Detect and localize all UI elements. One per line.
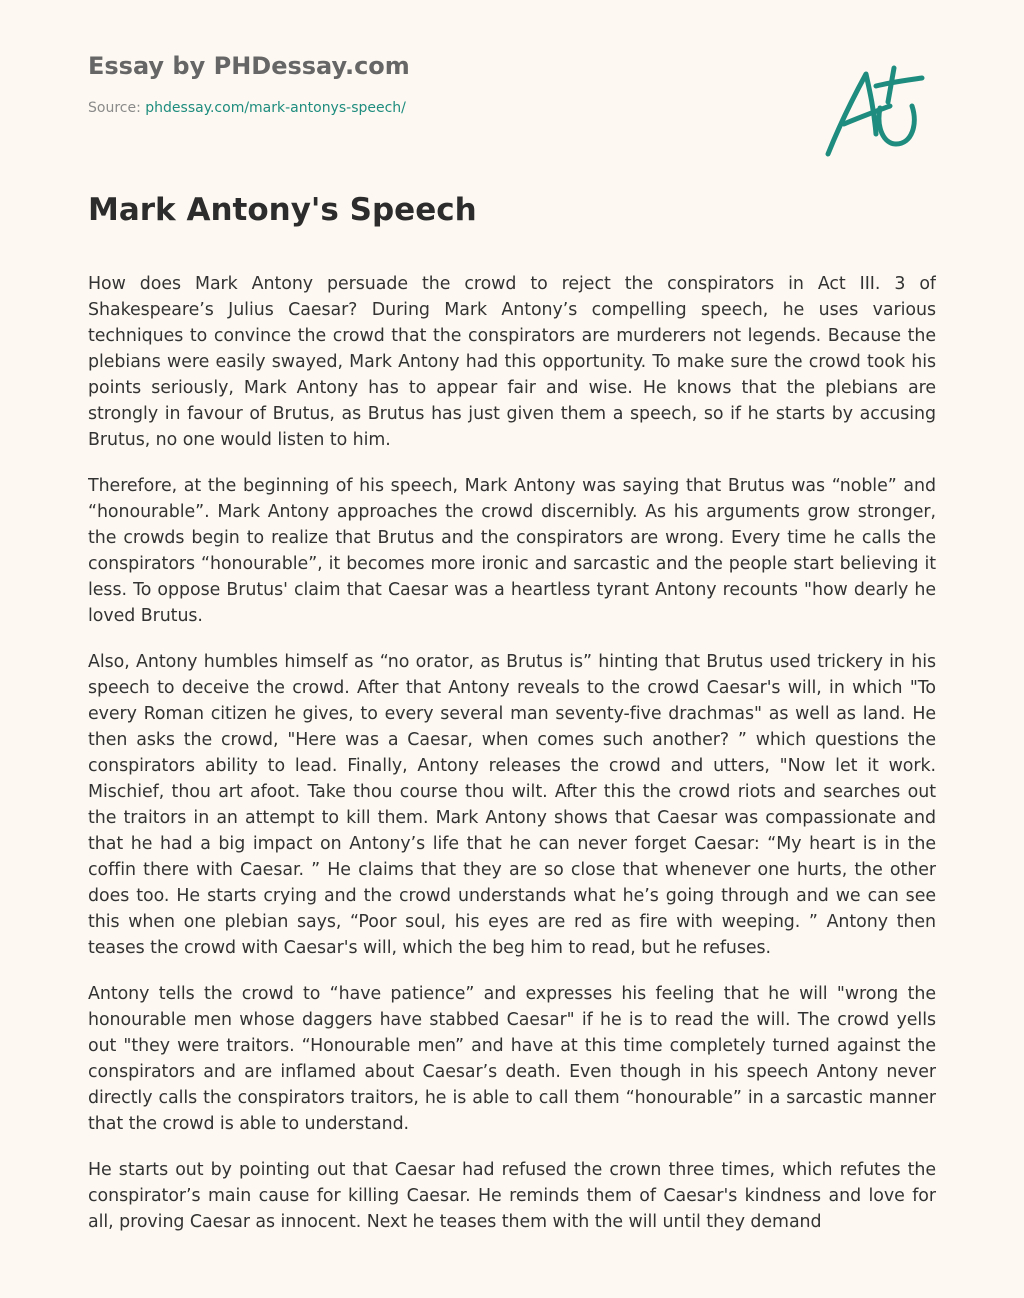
paragraph: Therefore, at the beginning of his speech, Mark Antony was saying that Brutus was “noble” and “honourable”. Mark Antony approaches the crowd discernibly. As his arguments grow stronger, the crowds begin to realize that Brutus and the conspirators are wrong. Every time he calls the conspirators “honourable”, it becomes more ironic and sarcastic and the people start believing it less. To oppose Brutus' claim that Caesar was a heartless tyrant Antony recounts "how dearly he loved Brutus. [88,476,936,626]
paragraph: Antony tells the crowd to “have patience” and expresses his feeling that he will "wrong the honourable men whose daggers have stabbed Caesar" if he is to read the will. The crowd yells out "they were traitors. “Honourable men” and have at this time completely turned against the conspirators and are inflamed about Caesar’s death. Even though in his speech Antony never directly calls the conspirators traitors, he is able to call them “honourable” in a sarcastic manner that the crowd is able to understand. [88,984,936,1134]
paragraph: He starts out by pointing out that Caesar had refused the crown three times, which refutes the conspirator’s main cause for killing Caesar. He reminds them of Caesar's kindness and love for all, proving Caesar as innocent. Next he teases them with the will until they demand [88,1160,936,1232]
essay-body [88,271,936,1298]
paragraph: How does Mark Antony persuade the crowd to reject the conspirators in Act III. 3 of Shakespeare’s Julius Caesar? During Mark Antony’s compelling speech, he uses various techniques to convince the crowd that the conspirators are murderers not legends. Because the plebians were easily swayed, Mark Antony had this opportunity. To make sure the crowd took his points seriously, Mark Antony has to appear fair and wise. He knows that the plebians are strongly in favour of Brutus, as Brutus has just given them a speech, so if he starts by accusing Brutus, no one would listen to him. [88,274,936,450]
a-plus-logo-icon [818,62,930,162]
paragraph: Also, Antony humbles himself as “no orator, as Brutus is” hinting that Brutus used trickery in his speech to deceive the crowd. After that Antony reveals to the crowd Caesar's will, in which "To every Roman citizen he gives, to every several man seventy-five drachmas" as well as land. He then asks the crowd, "Here was a Caesar, when comes such another? ” which questions the conspirators ability to lead. Finally, Antony releases the crowd and utters, "Now let it work. Mischief, thou art afoot. Take thou course thou wilt. After this the crowd riots and searches out the traitors in an attempt to kill them. Mark Antony shows that Caesar was compassionate and that he had a big impact on Antony’s life that he can never forget Caesar: “My heart is in the coffin there with Caesar. ” He claims that they are so close that whenever one hurts, the other does too. He starts crying and the crowd understands what he’s going through and we can see this when one plebian says, “Poor soul, his eyes are red as fire with weeping. ” Antony then teases the crowd with Caesar's will, which the beg him to read, but he refuses. [88,652,936,958]
site-name: Essay by PHDessay.com [88,52,410,80]
essay-title: Mark Antony's Speech [88,192,477,228]
page-header [88,50,788,118]
source-link[interactable]: phdessay.com/mark-antonys-speech/ [145,100,406,116]
source-line [88,98,788,118]
source-label: Source: [88,100,141,116]
